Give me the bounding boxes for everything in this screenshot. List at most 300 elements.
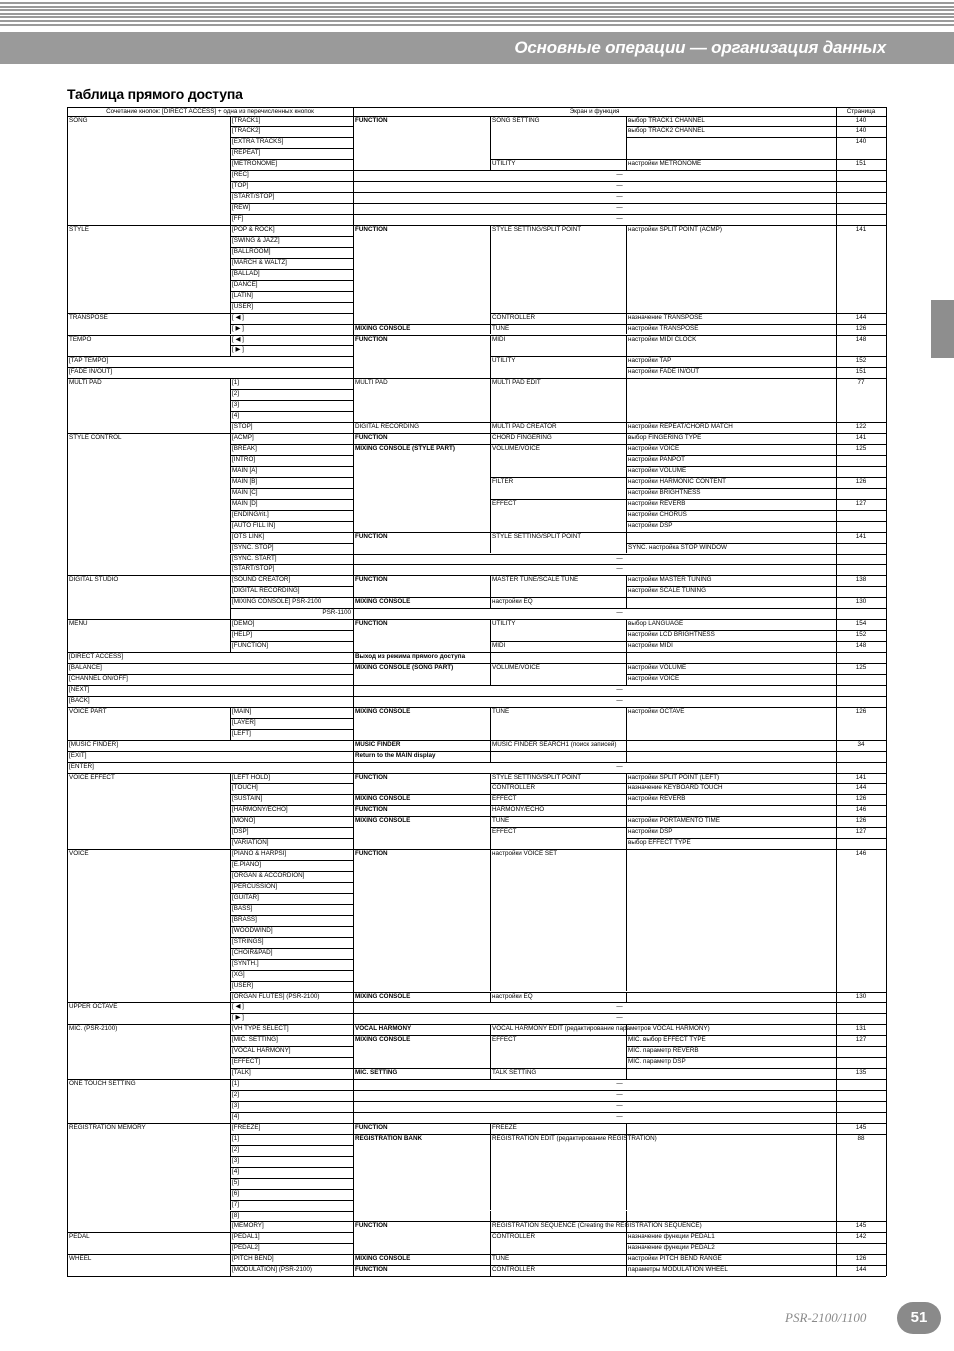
table-cell-page: 142 bbox=[855, 1233, 867, 1241]
table-rule bbox=[490, 411, 491, 422]
table-rule bbox=[230, 1254, 231, 1265]
table-cell-page: 140 bbox=[855, 138, 867, 146]
table-rule bbox=[230, 181, 231, 192]
table-row bbox=[67, 203, 886, 214]
table-cell-screen: MUSIC FINDER SEARCH1 (поиск записей) bbox=[492, 740, 617, 748]
table-rule bbox=[490, 159, 491, 170]
table-cell-button: [GUITAR] bbox=[232, 893, 259, 901]
table-row bbox=[67, 981, 886, 992]
table-rule bbox=[230, 981, 231, 992]
table-cell-menu: MIXING CONSOLE bbox=[355, 817, 411, 825]
table-rule bbox=[626, 827, 627, 838]
table-rule bbox=[626, 280, 627, 291]
table-rule bbox=[230, 564, 353, 565]
table-rule bbox=[626, 630, 886, 631]
table-rule bbox=[353, 1112, 886, 1113]
table-cell-button: [2] bbox=[232, 1145, 240, 1153]
table-rule bbox=[230, 849, 231, 860]
table-rule bbox=[353, 762, 886, 763]
table-rule bbox=[490, 663, 491, 674]
table-cell-button-group: [EXIT] bbox=[69, 751, 87, 759]
table-cell-page: 151 bbox=[855, 368, 867, 376]
table-rule bbox=[626, 959, 627, 970]
table-cell-button-group: [BACK] bbox=[69, 696, 90, 704]
table-rule bbox=[67, 696, 353, 697]
table-rule bbox=[230, 1232, 231, 1243]
table-row bbox=[67, 663, 886, 674]
table-rule bbox=[490, 827, 886, 828]
table-rule bbox=[626, 630, 627, 641]
table-cell-button: [MIC. SETTING] bbox=[232, 1036, 278, 1044]
table-cell-menu: FUNCTION bbox=[355, 1123, 388, 1131]
table-row bbox=[67, 893, 886, 904]
table-cell-button: [1] bbox=[232, 1080, 240, 1088]
table-row bbox=[67, 992, 886, 1003]
table-rule bbox=[230, 937, 231, 948]
table-rule bbox=[353, 1013, 886, 1014]
table-cell-button-group: MIC. (PSR-2100) bbox=[69, 1025, 118, 1033]
table-rule bbox=[67, 107, 886, 108]
table-row bbox=[67, 1254, 886, 1265]
table-cell-menu: MIXING CONSOLE bbox=[355, 992, 411, 1000]
table-row bbox=[67, 904, 886, 915]
table-cell-function: назначение функции PEDAL1 bbox=[628, 1233, 715, 1241]
table-cell-button-group: STYLE bbox=[69, 226, 89, 233]
header-stripe bbox=[0, 2, 954, 4]
table-rule bbox=[490, 280, 491, 291]
table-cell-menu: FUNCTION bbox=[355, 806, 388, 814]
table-rule bbox=[230, 488, 231, 499]
table-rule bbox=[490, 586, 491, 597]
table-rule bbox=[490, 543, 491, 554]
table-cell-screen: TUNE bbox=[492, 1255, 510, 1263]
table-cell-button: [PERCUSSION] bbox=[232, 883, 278, 890]
table-rule bbox=[230, 608, 353, 609]
table-rule bbox=[490, 455, 491, 466]
table-cell-button: [2] bbox=[232, 1091, 240, 1099]
table-rule bbox=[626, 937, 627, 948]
table-cell-screen: CONTROLLER bbox=[492, 784, 536, 792]
table-row bbox=[67, 116, 886, 127]
table-rule bbox=[626, 860, 627, 871]
table-rule bbox=[626, 356, 627, 367]
table-rule bbox=[353, 335, 886, 336]
table-rule bbox=[230, 488, 353, 489]
table-rule bbox=[230, 783, 231, 794]
table-rule bbox=[626, 1243, 627, 1254]
table-cell-button: [FF] bbox=[232, 215, 244, 223]
table-cell-page: 127 bbox=[855, 1036, 867, 1044]
table-rule bbox=[230, 302, 231, 313]
table-rule bbox=[626, 1123, 627, 1134]
table-cell-screen: VOLUME/VOICE bbox=[492, 445, 540, 452]
table-rule bbox=[230, 838, 231, 849]
table-cell-function: настройки METRONOME bbox=[628, 160, 702, 168]
table-rule bbox=[353, 1265, 886, 1266]
table-row bbox=[67, 1243, 886, 1254]
table-cell-button: [EXTRA TRACKS] bbox=[232, 138, 284, 146]
table-cell-menu: MIC. SETTING bbox=[355, 1069, 398, 1077]
table-rule bbox=[353, 203, 886, 204]
table-rule bbox=[230, 159, 353, 160]
table-rule bbox=[626, 871, 627, 882]
table-cell-screen: настройки EQ bbox=[492, 598, 533, 606]
table-rule bbox=[490, 1178, 491, 1189]
table-cell-screen: CONTROLLER bbox=[492, 1266, 536, 1274]
table-cell-page: 152 bbox=[855, 631, 867, 639]
table-rule bbox=[353, 794, 886, 795]
table-rule bbox=[230, 466, 231, 477]
table-cell-screen: EFFECT bbox=[492, 795, 517, 803]
table-row bbox=[67, 641, 886, 652]
table-cell-button: MAIN [B] bbox=[232, 477, 258, 485]
table-rule bbox=[626, 1046, 627, 1057]
table-rule bbox=[230, 1068, 231, 1079]
table-rule bbox=[230, 554, 353, 555]
table-cell-button: [DIGITAL RECORDING] bbox=[232, 587, 300, 595]
table-cell-button: [LATIN] bbox=[232, 291, 253, 299]
table-row bbox=[67, 455, 886, 466]
footer-model-name: PSR-2100/1100 bbox=[785, 1310, 867, 1325]
table-row bbox=[67, 247, 886, 258]
table-rule bbox=[490, 794, 491, 805]
table-rule bbox=[230, 170, 353, 171]
table-cell-page: 141 bbox=[855, 532, 867, 540]
table-rule bbox=[67, 1276, 886, 1277]
table-row bbox=[67, 367, 886, 378]
table-rule bbox=[353, 849, 886, 850]
table-rule bbox=[626, 992, 627, 1003]
table-header-page: Страница bbox=[846, 108, 876, 115]
table-rule bbox=[490, 335, 491, 346]
table-rule bbox=[490, 619, 491, 630]
table-rule bbox=[67, 575, 353, 576]
table-rule bbox=[230, 838, 353, 839]
table-rule bbox=[626, 1035, 627, 1046]
table-row bbox=[67, 915, 886, 926]
table-rule bbox=[230, 455, 353, 456]
table-rule bbox=[230, 280, 231, 291]
table-cell-page: 145 bbox=[855, 1123, 867, 1131]
table-rule bbox=[626, 674, 627, 685]
table-cell-function: настройки SPLIT POINT (LEFT) bbox=[628, 773, 720, 781]
table-rule bbox=[490, 400, 491, 411]
table-cell-button: [3] bbox=[232, 401, 240, 409]
table-cell-screen: STYLE SETTING/SPLIT POINT bbox=[492, 773, 582, 781]
table-cell-screen: CHORD FINGERING bbox=[492, 434, 552, 442]
table-cell-page: 126 bbox=[855, 477, 867, 485]
table-rule bbox=[626, 137, 886, 138]
table-cell-button-group: UPPER OCTAVE bbox=[69, 1003, 118, 1011]
table-rule bbox=[230, 882, 231, 893]
table-cell-page: 140 bbox=[855, 127, 867, 135]
table-row bbox=[67, 652, 886, 663]
table-row bbox=[67, 324, 886, 335]
table-row bbox=[67, 345, 886, 356]
table-rule bbox=[626, 247, 627, 258]
header-stripe bbox=[0, 13, 954, 15]
table-rule bbox=[626, 597, 627, 608]
table-rule bbox=[353, 652, 886, 653]
table-rule bbox=[490, 258, 491, 269]
table-rule bbox=[626, 499, 627, 510]
table-cell-screen: TUNE bbox=[492, 324, 510, 332]
table-cell-button: [ORGAN FLUTES] (PSR-2100) bbox=[232, 992, 320, 1000]
table-cell-button: [TOP] bbox=[232, 182, 249, 190]
table-cell-button-group: PEDAL bbox=[69, 1233, 90, 1241]
table-cell-page: 145 bbox=[855, 1222, 867, 1230]
table-rule bbox=[67, 1123, 353, 1124]
table-rule bbox=[230, 137, 231, 148]
table-rule bbox=[626, 378, 627, 389]
table-rule bbox=[230, 981, 353, 982]
table-rule bbox=[353, 663, 886, 664]
table-cell-button: [ ▶ ] bbox=[232, 1014, 244, 1022]
table-rule bbox=[230, 554, 231, 565]
table-row bbox=[67, 794, 886, 805]
table-rule bbox=[230, 1090, 353, 1091]
table-cell-function: выбор FINGERING TYPE bbox=[628, 434, 702, 442]
table-rule bbox=[67, 313, 353, 314]
table-rule bbox=[626, 1232, 627, 1243]
table-cell-button-group: [NEXT] bbox=[69, 685, 90, 693]
table-cell-button: [6] bbox=[232, 1189, 240, 1197]
table-rule bbox=[230, 1123, 231, 1134]
table-row bbox=[67, 1046, 886, 1057]
table-rule bbox=[490, 477, 491, 488]
table-rule bbox=[490, 1243, 491, 1254]
table-row bbox=[67, 718, 886, 729]
table-cell-function: выбор TRACK1 CHANNEL bbox=[628, 116, 705, 124]
table-rule bbox=[490, 269, 491, 280]
table-cell-screen: EFFECT bbox=[492, 828, 517, 836]
table-cell-page: 127 bbox=[855, 499, 867, 507]
table-cell-menu: — bbox=[616, 762, 623, 770]
table-rule bbox=[490, 466, 491, 477]
table-rule bbox=[626, 1134, 627, 1145]
table-rule bbox=[490, 718, 491, 729]
table-cell-menu: — bbox=[616, 204, 623, 212]
table-rule bbox=[490, 499, 491, 510]
table-rule bbox=[626, 718, 627, 729]
table-row bbox=[67, 564, 886, 575]
table-cell-button: [VARIATION] bbox=[232, 839, 269, 847]
table-cell-page: 34 bbox=[857, 740, 865, 748]
table-rule bbox=[490, 356, 491, 367]
table-cell-function: настройки REVERB bbox=[628, 795, 686, 803]
table-rule bbox=[230, 389, 353, 390]
table-cell-screen: VOCAL HARMONY EDIT (редактирование параметров VOCAL HARMONY) bbox=[492, 1025, 710, 1033]
table-row bbox=[67, 532, 886, 543]
table-rule bbox=[230, 718, 231, 729]
table-rule bbox=[490, 247, 491, 258]
table-cell-button: [AUTO FILL IN] bbox=[232, 521, 276, 529]
table-rule bbox=[490, 904, 491, 915]
table-row bbox=[67, 389, 886, 400]
table-cell-button: [HARMONY/ECHO] bbox=[232, 806, 288, 814]
table-row bbox=[67, 882, 886, 893]
table-rule bbox=[353, 1002, 886, 1003]
table-row bbox=[67, 871, 886, 882]
table-cell-button-group: STYLE CONTROL bbox=[69, 434, 122, 442]
table-cell-button: [DEMO] bbox=[232, 620, 255, 628]
page-header-title: Основные операции — организация данных bbox=[514, 38, 886, 57]
table-row bbox=[67, 1112, 886, 1123]
table-cell-function: настройки LCD BRIGHTNESS bbox=[628, 631, 715, 639]
table-rule bbox=[626, 816, 627, 827]
table-rule bbox=[353, 685, 886, 686]
table-row bbox=[67, 1145, 886, 1156]
table-rule bbox=[230, 521, 353, 522]
table-rule bbox=[490, 488, 491, 499]
table-row bbox=[67, 170, 886, 181]
table-row bbox=[67, 302, 886, 313]
table-rule bbox=[490, 444, 491, 455]
table-rule bbox=[230, 510, 231, 521]
table-rule bbox=[626, 433, 627, 444]
table-cell-function: настройки PITCH BEND RANGE bbox=[628, 1255, 722, 1263]
table-rule bbox=[230, 116, 231, 127]
table-rule bbox=[230, 313, 231, 324]
table-cell-button: [1] bbox=[232, 1134, 240, 1142]
table-rule bbox=[490, 302, 491, 313]
table-rule bbox=[353, 1068, 886, 1069]
table-rule bbox=[67, 762, 353, 763]
table-rule bbox=[230, 543, 353, 544]
table-rule bbox=[230, 1002, 231, 1013]
table-row bbox=[67, 1057, 886, 1068]
header-stripes bbox=[0, 0, 954, 28]
table-cell-button: [MARCH & WALTZ] bbox=[232, 258, 287, 266]
table-cell-button: [REC] bbox=[232, 171, 249, 179]
table-rule bbox=[626, 663, 627, 674]
table-rule bbox=[230, 532, 231, 543]
table-rule bbox=[626, 904, 627, 915]
table-rule bbox=[230, 389, 231, 400]
table-rule bbox=[230, 411, 353, 412]
table-cell-menu: FUNCTION bbox=[355, 532, 388, 540]
table-cell-menu: FUNCTION bbox=[355, 116, 388, 124]
table-rule bbox=[230, 1046, 353, 1047]
header-stripe bbox=[0, 16, 954, 18]
table-cell-button: [BALLROOM] bbox=[232, 247, 271, 255]
table-rule bbox=[490, 1254, 491, 1265]
table-row bbox=[67, 510, 886, 521]
table-rule bbox=[626, 1243, 886, 1244]
table-rule bbox=[353, 751, 886, 752]
table-rule bbox=[490, 1211, 491, 1222]
table-row bbox=[67, 1002, 886, 1013]
table-cell-menu: — bbox=[616, 1080, 623, 1088]
direct-access-table bbox=[67, 107, 886, 1276]
table-rule bbox=[353, 773, 886, 774]
table-row bbox=[67, 608, 886, 619]
table-cell-menu: Return to the MAIN display bbox=[355, 751, 436, 759]
table-rule bbox=[626, 838, 886, 839]
table-rule bbox=[490, 1232, 886, 1233]
table-cell-button: [1] bbox=[232, 379, 240, 387]
table-rule bbox=[490, 641, 886, 642]
table-rule bbox=[490, 137, 491, 148]
table-row bbox=[67, 948, 886, 959]
table-rule bbox=[230, 192, 231, 203]
table-rule bbox=[67, 367, 353, 368]
table-cell-button: [USER] bbox=[232, 981, 253, 989]
table-cell-screen: HARMONY/ECHO bbox=[492, 806, 545, 814]
table-cell-screen: MASTER TUNE/SCALE TUNE bbox=[492, 576, 579, 584]
table-rule bbox=[230, 1156, 231, 1167]
table-cell-button-group: [CHANNEL ON/OFF] bbox=[69, 674, 128, 682]
table-cell-button: [XG] bbox=[232, 970, 245, 978]
table-rule bbox=[230, 137, 353, 138]
table-rule bbox=[490, 1167, 491, 1178]
table-cell-function: настройки CHORUS bbox=[628, 510, 687, 518]
table-rule bbox=[353, 619, 886, 620]
table-row bbox=[67, 356, 886, 367]
table-cell-function: назначение функции PEDAL2 bbox=[628, 1244, 715, 1252]
table-rule bbox=[490, 324, 491, 335]
table-rule bbox=[490, 783, 886, 784]
table-rule bbox=[230, 543, 231, 554]
table-rule bbox=[230, 729, 231, 740]
table-cell-menu: MULTI PAD bbox=[355, 379, 388, 387]
table-cell-screen: EFFECT bbox=[492, 499, 517, 507]
table-cell-screen: TUNE bbox=[492, 817, 510, 825]
table-rule bbox=[230, 805, 231, 816]
table-rule bbox=[626, 586, 886, 587]
table-rule bbox=[490, 959, 491, 970]
table-cell-function: настройки PORTAMENTO TIME bbox=[628, 817, 720, 825]
table-cell-screen: MULTI PAD CREATOR bbox=[492, 423, 557, 431]
table-cell-button: [STOP] bbox=[232, 423, 253, 431]
table-cell-button: [DSP] bbox=[232, 828, 249, 836]
table-rule bbox=[626, 1068, 627, 1079]
table-cell-button-group: [DIRECT ACCESS] bbox=[69, 653, 124, 661]
table-rule bbox=[230, 893, 353, 894]
table-rule bbox=[626, 1167, 627, 1178]
table-rule bbox=[626, 477, 627, 488]
table-rule bbox=[490, 148, 491, 159]
table-rule bbox=[490, 291, 491, 302]
table-rule bbox=[353, 575, 886, 576]
table-cell-menu: MIXING CONSOLE (SONG PART) bbox=[355, 664, 454, 671]
table-rule bbox=[353, 378, 886, 379]
table-cell-button-group: SONG bbox=[69, 116, 88, 124]
table-cell-page: 154 bbox=[855, 620, 867, 628]
table-cell-menu: MIXING CONSOLE bbox=[355, 1036, 411, 1044]
table-rule bbox=[230, 170, 231, 181]
table-cell-button: [REPEAT] bbox=[232, 149, 261, 157]
table-rule bbox=[353, 1079, 886, 1080]
table-cell-button: [TOUCH] bbox=[232, 784, 258, 792]
table-rule bbox=[230, 203, 353, 204]
table-cell-menu: MIXING CONSOLE bbox=[355, 324, 411, 332]
table-cell-button-group: [TAP TEMPO] bbox=[69, 357, 109, 365]
table-cell-page: 148 bbox=[855, 642, 867, 650]
table-rule bbox=[67, 1254, 353, 1255]
table-rule bbox=[230, 1112, 231, 1123]
table-rule bbox=[626, 510, 886, 511]
table-cell-screen: CONTROLLER bbox=[492, 1233, 536, 1241]
table-row bbox=[67, 805, 886, 816]
header-stripe bbox=[0, 9, 954, 11]
table-cell-function: MIC. выбор EFFECT TYPE bbox=[628, 1036, 706, 1044]
table-cell-function: MIC. параметр DSP bbox=[628, 1058, 686, 1066]
table-cell-menu: FUNCTION bbox=[355, 226, 388, 233]
table-rule bbox=[490, 652, 491, 663]
table-rule bbox=[353, 324, 886, 325]
table-cell-button: [PEDAL1] bbox=[232, 1233, 260, 1241]
